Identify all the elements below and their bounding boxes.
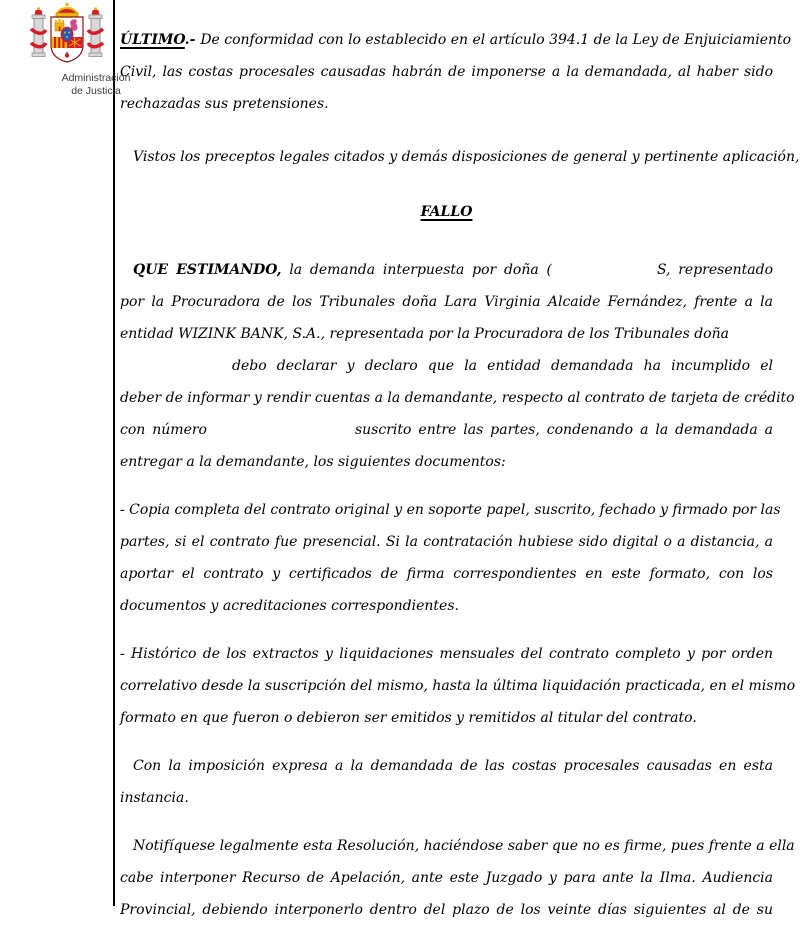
document-line <box>120 286 773 318</box>
text-run: entregar a la demandante, los siguientes documentos: <box>120 454 506 470</box>
text-run: cabe interponer Recurso de Apelación, ante este Juzgado y para ante la Ilma. Audiencia <box>120 870 773 886</box>
margin-rule <box>113 0 115 906</box>
document-line <box>120 414 773 446</box>
redaction-gap <box>207 433 355 434</box>
text-run: partes, si el contrato fue presencial. Si la contratación hubiese sido digital o a distancia, a <box>120 534 773 550</box>
crown-icon <box>56 3 78 17</box>
text-run: la demanda interpuesta por doña ( <box>281 262 552 278</box>
document-line <box>120 590 773 622</box>
text-run: debo declarar y declaro que la entidad demandada ha incumplido el <box>232 358 773 374</box>
document-line <box>120 638 773 670</box>
document-line <box>120 830 795 862</box>
paragraph-costas <box>120 750 773 814</box>
paragraph-documento-historico-extractos <box>120 638 796 734</box>
label-line-1: Administración <box>61 72 131 84</box>
document-line <box>120 782 773 814</box>
pillar-of-hercules-icon <box>31 8 46 57</box>
document-line <box>120 670 796 702</box>
document-line <box>120 56 773 88</box>
text-run: por la Procuradora de los Tribunales doña Lara Virginia Alcaide Fernández, frente a la <box>120 294 773 310</box>
text-run: entidad WIZINK BANK, S.A., representada por la Procuradora de los Tribunales doña <box>120 326 729 342</box>
paragraph-vistos <box>120 141 800 173</box>
document-line <box>120 141 800 173</box>
document-line <box>120 526 773 558</box>
redaction-gap <box>120 369 232 370</box>
text-run: - Histórico de los extractos y liquidaciones mensuales del contrato completo y por orden <box>120 646 773 662</box>
justice-administration-logo <box>29 3 131 97</box>
document-line <box>120 382 795 414</box>
document-line <box>120 446 773 478</box>
document-line <box>120 318 773 350</box>
text-run: formato en que fueron o debieron ser emitidos y remitidos al titular del contrato. <box>120 710 697 726</box>
text-run: S, representado <box>656 262 774 278</box>
label-line-2: de Justicia <box>71 84 121 97</box>
document-line <box>120 750 773 782</box>
text-run: instancia. <box>120 790 189 806</box>
text-run: aportar el contrato y certificados de firma correspondientes en este formato, con los <box>120 566 773 582</box>
text-run: documentos y acreditaciones correspondientes. <box>120 598 459 614</box>
document-line <box>120 350 773 382</box>
text-run: De conformidad con lo establecido en el artículo 394.1 de la Ley de Enjuiciamiento <box>200 32 792 48</box>
text-run: rechazadas sus pretensiones. <box>120 96 329 112</box>
redaction-gap <box>552 273 657 274</box>
paragraph-fallo-body <box>120 254 795 478</box>
document-line <box>120 862 773 894</box>
emphasis-text: .- <box>184 32 201 48</box>
document-line <box>120 494 781 526</box>
document-line <box>120 702 773 734</box>
text-run: deber de informar y rendir cuentas a la demandante, respecto al contrato de tarjeta de crédito <box>120 390 795 406</box>
document-body <box>120 0 800 926</box>
text-run: Con la imposición expresa a la demandada de las costas procesales causadas en esta <box>133 758 773 774</box>
text-run: Provincial, debiendo interponerlo dentro del plazo de los veinte días siguientes al de su <box>120 902 773 918</box>
paragraph-notificacion <box>120 830 795 926</box>
text-run: - Copia completa del contrato original y en soporte papel, suscrito, fechado y firmado por las <box>120 502 781 518</box>
paragraph-fallo-heading <box>120 196 773 228</box>
text-run: Vistos los preceptos legales citados y demás disposiciones de general y pertinente aplicación, <box>133 149 800 165</box>
document-line <box>120 196 773 228</box>
emphasis-text: QUE ESTIMANDO, <box>133 262 282 278</box>
shield-icon <box>51 17 83 62</box>
paragraph-ultimo <box>120 24 792 120</box>
emphasis-text: FALLO <box>420 204 473 220</box>
spain-coat-of-arms-icon <box>29 3 105 69</box>
document-line <box>120 88 773 120</box>
text-run: suscrito entre las partes, condenando a la demandada a <box>354 422 774 438</box>
emphasis-text: ÚLTIMO <box>120 32 185 48</box>
text-run: con número <box>120 422 207 438</box>
document-line <box>120 558 773 590</box>
document-line <box>120 894 773 926</box>
text-run: correlativo desde la suscripción del mismo, hasta la última liquidación practicada, en el mismo <box>120 678 796 694</box>
paragraph-documento-copia-contrato <box>120 494 781 622</box>
document-line <box>120 24 792 56</box>
document-line <box>120 254 773 286</box>
text-run: Notifíquese legalmente esta Resolución, haciéndose saber que no es firme, pues frente a ella <box>133 838 795 854</box>
text-run: Civil, las costas procesales causadas habrán de imponerse a la demandada, al haber sido <box>120 64 773 80</box>
